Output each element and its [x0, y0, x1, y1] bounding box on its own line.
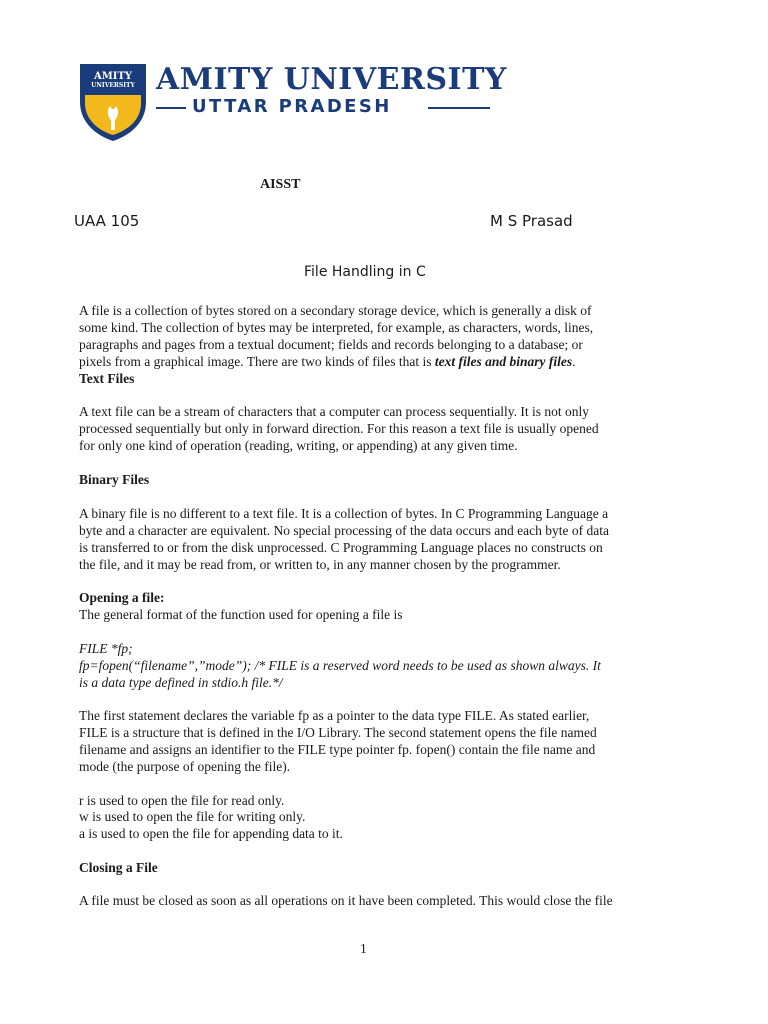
text-run: .: [572, 354, 576, 369]
course-code: UAA 105: [74, 212, 140, 230]
paragraph-line: mode (the purpose of opening the file).: [79, 759, 291, 774]
campus-name: UTTAR PRADESH: [192, 96, 392, 117]
text-run: pixels from a graphical image. There are two kinds of files that is: [79, 354, 435, 369]
department: AISST: [260, 177, 301, 192]
page-number: 1: [360, 941, 367, 956]
section-heading-opening-file: Opening a file:: [79, 590, 165, 605]
mode-line: r is used to open the file for read only.: [79, 793, 285, 808]
mode-line: a is used to open the file for appending data to it.: [79, 826, 343, 841]
paragraph-line: [79, 353, 576, 370]
shield-text-line1: AMITY: [93, 71, 133, 82]
code-line: is a data type defined in stdio.h file.*/: [79, 675, 283, 690]
paragraph-line: FILE is a structure that is defined in the I/O Library. The second statement opens the file named: [79, 725, 597, 740]
divider: [428, 107, 490, 109]
divider: [156, 107, 186, 109]
section-heading-binary-files: Binary Files: [79, 472, 150, 487]
section-heading-closing-file: Closing a File: [79, 860, 158, 875]
paragraph-line: the file, and it may be read from, or written to, in any manner chosen by the programmer.: [79, 557, 561, 572]
code-line: fp=fopen(“filename”,”mode”); /* FILE is a reserved word needs to be used as shown always. It: [79, 658, 601, 673]
university-name: AMITY UNIVERSITY: [156, 62, 507, 97]
paragraph-line: A text file can be a stream of characters that a computer can process sequentially. It is not only: [79, 404, 590, 419]
code-line: FILE *fp;: [79, 641, 133, 656]
paragraph-line: filename and assigns an identifier to the FILE type pointer fp. fopen() contain the file name and: [79, 742, 596, 757]
paragraph-line: byte and a character are equivalent. No special processing of the data occurs and each byte of data: [79, 523, 610, 538]
emphasis-text: text files and binary files: [434, 354, 573, 369]
paragraph-line: some kind. The collection of bytes may be interpreted, for example, as characters, words, lines,: [79, 320, 594, 335]
paragraph-line: A file is a collection of bytes stored on a secondary storage device, which is generally a disk of: [79, 303, 592, 318]
paragraph-line: The first statement declares the variable fp as a pointer to the data type FILE. As stated earlier,: [79, 708, 590, 723]
paragraph-line: is transferred to or from the disk unprocessed. C Programming Language places no constructs on: [79, 540, 603, 555]
shield-text-line2: UNIVERSITY: [91, 82, 135, 89]
paragraph-line: The general format of the function used for opening a file is: [79, 607, 403, 622]
paragraph-line: A file must be closed as soon as all operations on it have been completed. This would close the file: [79, 893, 613, 908]
amity-logo: [78, 62, 507, 148]
document-title: File Handling in C: [304, 264, 426, 280]
paragraph-line: paragraphs and pages from a textual document; fields and records belonging to a database; or: [79, 337, 583, 352]
shield-icon: [78, 62, 148, 142]
paragraph-line: processed sequentially but only in forward direction. For this reason a text file is usually opened: [79, 421, 599, 436]
mode-line: w is used to open the file for writing only.: [79, 809, 306, 824]
paragraph-line: for only one kind of operation (reading, writing, or appending) at any given time.: [79, 438, 518, 453]
paragraph-line: A binary file is no different to a text file. It is a collection of bytes. In C Programming Language a: [79, 506, 609, 521]
author-name: M S Prasad: [490, 212, 573, 230]
section-heading-text-files: Text Files: [79, 371, 135, 386]
